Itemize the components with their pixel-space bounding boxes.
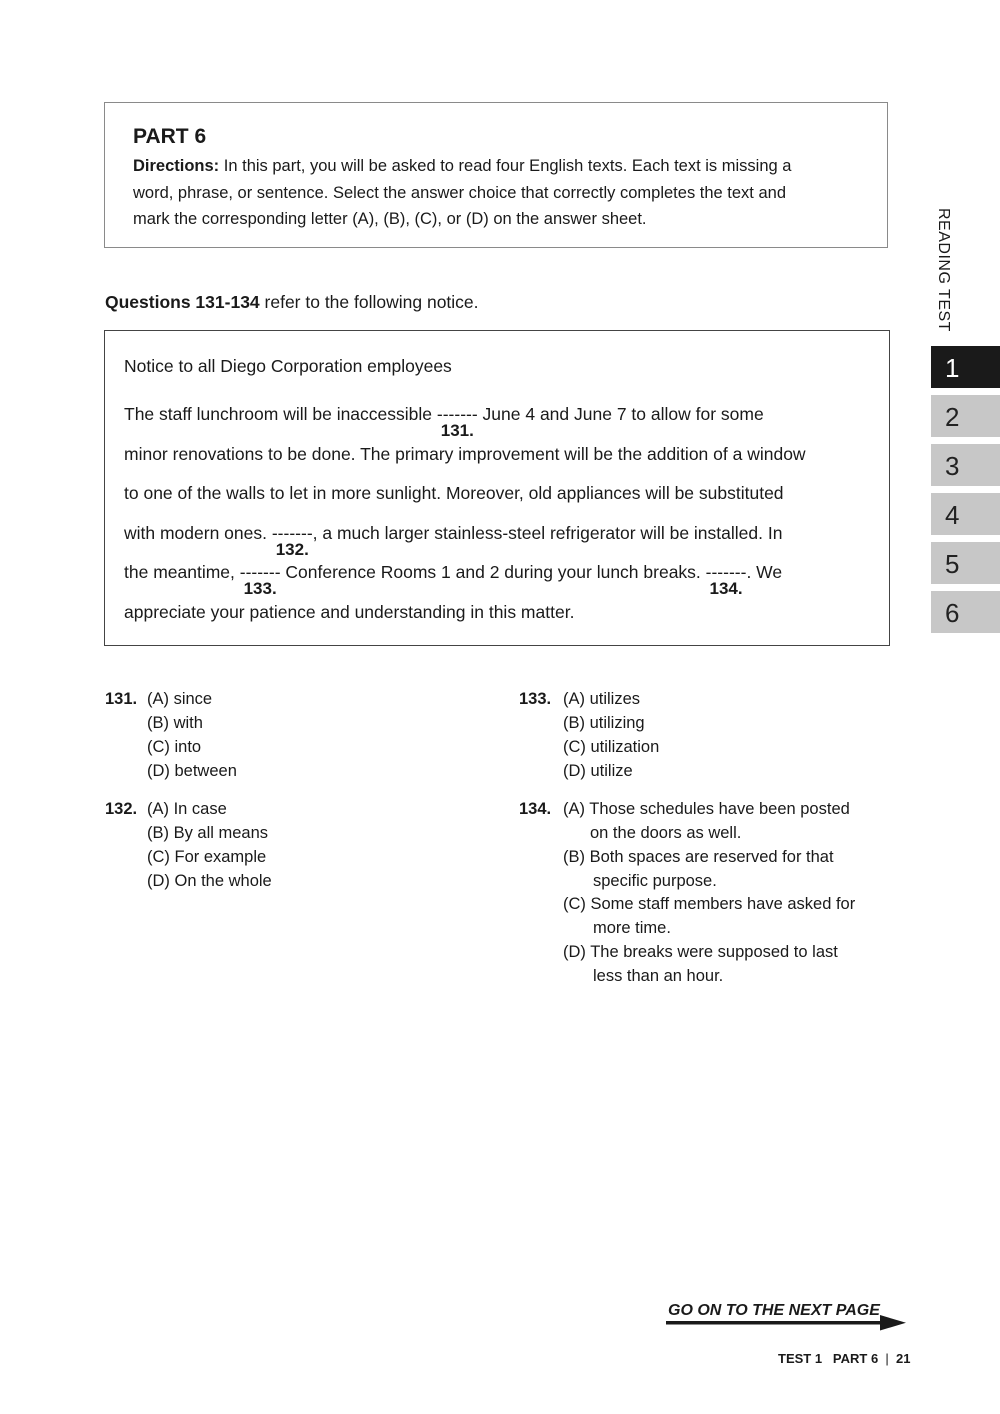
notice-box: [104, 330, 890, 646]
arrow-right-icon: [666, 1314, 906, 1334]
question-number-133: 133.: [519, 690, 552, 708]
option-133-b[interactable]: (B) utilizing: [563, 714, 645, 732]
section-tab-3[interactable]: 3: [931, 444, 1000, 486]
option-134-d-continued: less than an hour.: [593, 967, 724, 985]
notice-line-6: appreciate your patience and understanding in this matter.: [124, 602, 575, 622]
notice-heading: Notice to all Diego Corporation employees: [124, 356, 452, 376]
blank-number-131: 131.: [440, 421, 474, 440]
option-132-d[interactable]: (D) On the whole: [147, 872, 272, 890]
option-133-d[interactable]: (D) utilize: [563, 762, 633, 780]
question-number-131: 131.: [105, 690, 138, 708]
option-131-b[interactable]: (B) with: [147, 714, 203, 732]
notice-line-4: with modern ones. ------- 132. , a much larger stainless-steel refrigerator will be installed. In: [124, 523, 783, 559]
section-tab-1[interactable]: 1: [931, 346, 1000, 388]
question-number-134: 134.: [519, 800, 552, 818]
blank-number-133: 133.: [243, 579, 277, 598]
go-on-next-page-label: GO ON TO THE NEXT PAGE: [668, 1302, 880, 1319]
option-131-d[interactable]: (D) between: [147, 762, 237, 780]
option-133-c[interactable]: (C) utilization: [563, 738, 660, 756]
option-134-c[interactable]: (C) Some staff members have asked for: [563, 895, 856, 913]
option-134-d[interactable]: (D) The breaks were supposed to last: [563, 943, 838, 961]
part-title: PART 6: [133, 125, 207, 148]
questions-intro: Questions 131-134 refer to the following notice.: [105, 292, 479, 312]
option-134-b-continued: specific purpose.: [593, 872, 717, 890]
footer-part: PART 6: [832, 1351, 879, 1366]
page-footer: [778, 1351, 911, 1366]
reading-test-side-label: READING TEST: [935, 208, 952, 332]
option-131-a[interactable]: (A) since: [147, 690, 213, 708]
section-tab-2[interactable]: 2: [931, 395, 1000, 437]
footer-test: TEST 1: [778, 1351, 823, 1366]
section-tab-4[interactable]: 4: [931, 493, 1000, 535]
notice-line-1: The staff lunchroom will be inaccessible ------- 131. June 4 and June 7 to allow for some: [124, 404, 764, 440]
option-134-a-continued: on the doors as well.: [590, 824, 742, 842]
blank-134: ------- 134.: [705, 562, 747, 598]
footer-separator: |: [885, 1351, 889, 1366]
blank-132: ------- 132.: [271, 523, 313, 559]
blank-number-132: 132.: [275, 540, 309, 559]
directions-text: Directions: In this part, you will be asked to read four English texts. Each text is missing a word, phrase, or sentence. Select the answer choice that correctly completes the text and mark the corresponding letter (A), (B), (C), or (D) on the answer sheet.: [133, 157, 792, 228]
option-133-a[interactable]: (A) utilizes: [563, 690, 641, 708]
option-134-c-continued: more time.: [593, 919, 671, 937]
notice-line-2: minor renovations to be done. The primary improvement will be the addition of a window: [124, 444, 806, 464]
notice-line-3: to one of the walls to let in more sunlight. Moreover, old appliances will be substituted: [124, 483, 784, 503]
blank-131: ------- 131.: [436, 404, 478, 440]
option-132-a[interactable]: (A) In case: [147, 800, 227, 818]
blank-number-134: 134.: [709, 579, 743, 598]
section-tab-6[interactable]: 6: [931, 591, 1000, 633]
option-134-b[interactable]: (B) Both spaces are reserved for that: [563, 848, 834, 866]
blank-133: ------- 133.: [239, 562, 281, 598]
option-134-a[interactable]: (A) Those schedules have been posted: [563, 800, 850, 818]
page-number: 21: [896, 1351, 911, 1366]
option-131-c[interactable]: (C) into: [147, 738, 202, 756]
notice-line-5: the meantime, ------- 133. Conference Rooms 1 and 2 during your lunch breaks. ------- 134. . We: [124, 562, 783, 598]
section-tab-5[interactable]: 5: [931, 542, 1000, 584]
option-132-c[interactable]: (C) For example: [147, 848, 267, 866]
directions-label: Directions:: [133, 157, 220, 175]
directions-box: [104, 102, 888, 248]
option-132-b[interactable]: (B) By all means: [147, 824, 269, 842]
question-number-132: 132.: [105, 800, 138, 818]
